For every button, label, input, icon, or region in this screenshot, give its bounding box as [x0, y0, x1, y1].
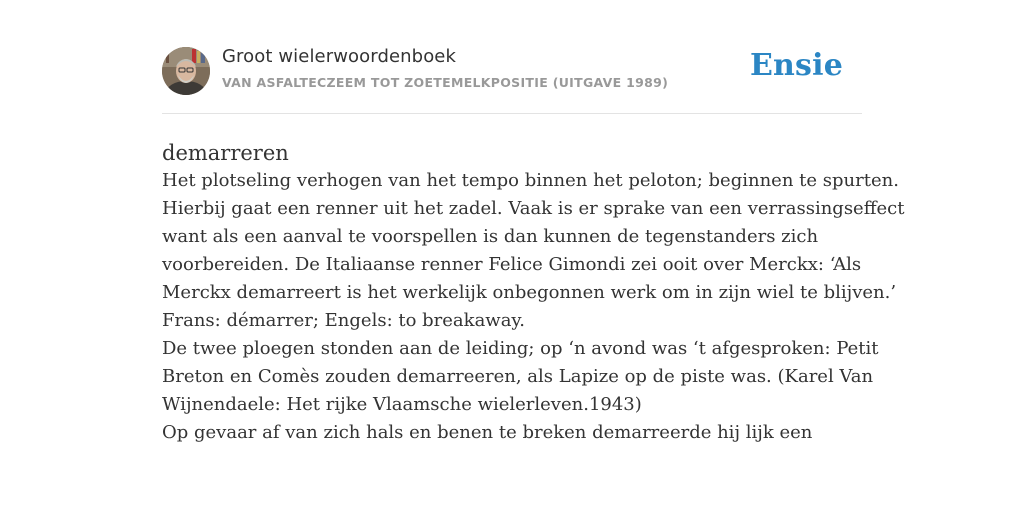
definition-paragraph [162, 167, 905, 335]
book-subtitle: VAN ASFALTECZEEM TOT ZOETEMELKPOSITIE (UITGAVE 1989) [222, 75, 669, 90]
definition-line: Het plotseling verhogen van het tempo binnen het peloton; beginnen te spurten. [162, 170, 899, 191]
definition-line: voorbereiden. De Italiaanse renner Felice Gimondi zei ooit over Merckx: ‘Als [162, 254, 862, 275]
definition-line: want als een aanval te voorspellen is dan kunnen de tegenstanders zich [162, 226, 819, 247]
quote-paragraph [162, 335, 879, 419]
book-title[interactable]: Groot wielerwoordenboek [222, 46, 457, 67]
ensie-logo-link[interactable]: Ensie [749, 48, 843, 83]
entry-headword: demarreren [162, 141, 289, 165]
entry-body [162, 167, 905, 447]
quote-line: De twee ploegen stonden aan de leiding; op ‘n avond was ‘t afgesproken: Petit [162, 338, 879, 359]
definition-line: Merckx demarreert is het werkelijk onbegonnen werk om in zijn wiel te blijven.’ [162, 282, 897, 303]
page [162, 0, 905, 447]
quote-paragraph [162, 419, 862, 447]
quote-line: Breton en Comès zouden demarreeren, als Lapize op de piste was. (Karel Van [162, 366, 874, 387]
definition-line: Frans: démarrer; Engels: to breakaway. [162, 310, 525, 331]
author-portrait-icon [162, 47, 210, 95]
quote-line: Op gevaar af van zich hals en benen te breken demarreerde hij lijk een [162, 422, 813, 443]
definition-line: Hierbij gaat een renner uit het zadel. Vaak is er sprake van een verrassingseffect [162, 198, 905, 219]
header [162, 0, 862, 114]
author-avatar[interactable] [162, 47, 210, 95]
quote-line: Wijnendaele: Het rijke Vlaamsche wielerleven.1943) [162, 394, 642, 415]
